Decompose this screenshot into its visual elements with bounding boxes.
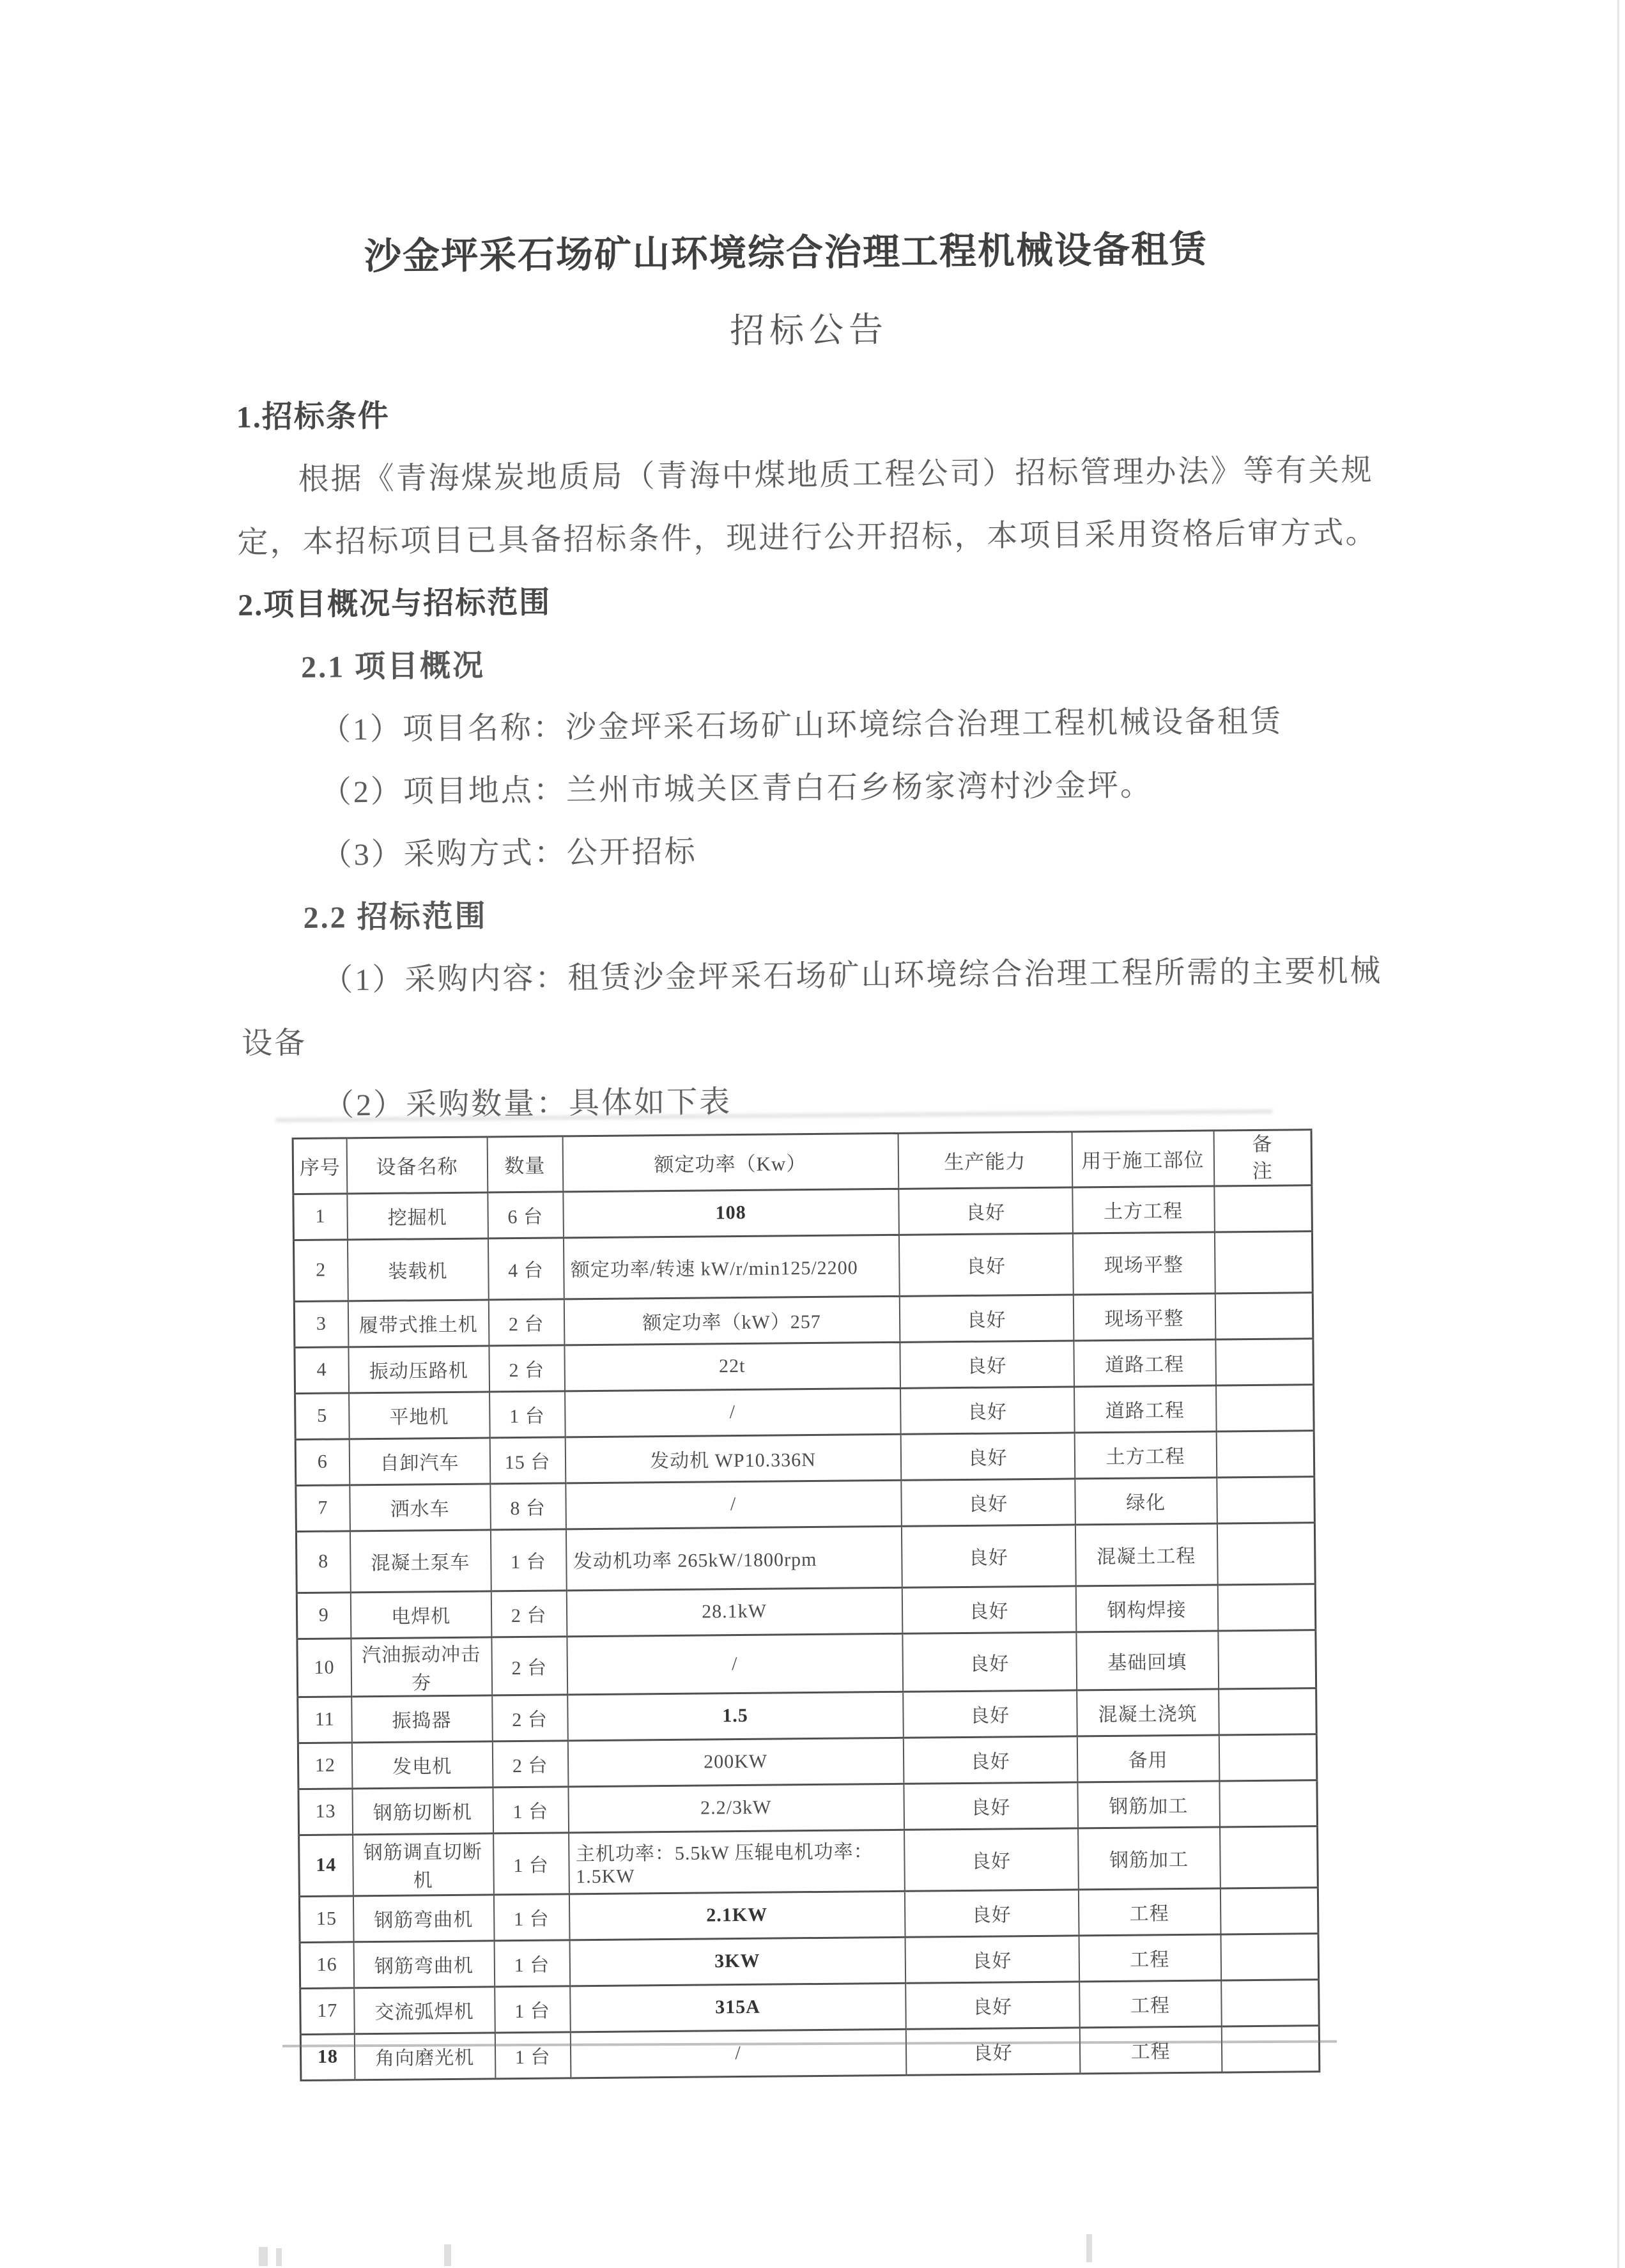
cell-part: 工程 <box>1079 2026 1222 2074</box>
cell-note <box>1216 1430 1314 1477</box>
section-2-2-heading: 2.2 招标范围 <box>303 899 488 935</box>
header-equipment-name: 设备名称 <box>346 1137 488 1194</box>
cell-part: 现场平整 <box>1072 1232 1215 1295</box>
cell-quantity: 2 台 <box>491 1591 567 1637</box>
cell-quantity: 2 台 <box>492 1695 568 1741</box>
section-1-paragraph-line-1: 根据《青海煤炭地质局（青海中煤地质工程公司）招标管理办法》等有关规 <box>298 452 1374 497</box>
cell-quantity: 2 台 <box>489 1345 565 1392</box>
cell-quantity: 15 台 <box>489 1437 566 1484</box>
cell-quantity: 1 台 <box>489 1391 566 1438</box>
cell-name: 履带式推土机 <box>348 1300 489 1347</box>
cell-note <box>1215 1292 1313 1339</box>
cell-capacity: 良好 <box>898 1187 1073 1235</box>
section-2-heading: 2.项目概况与招标范围 <box>238 585 551 622</box>
cell-part: 工程 <box>1079 1934 1221 1982</box>
cell-power: 发动机 WP10.336N <box>565 1434 901 1483</box>
item-project-location: （2）项目地点：兰州市城关区青白石乡杨家湾村沙金坪。 <box>320 768 1153 810</box>
cell-capacity: 良好 <box>900 1341 1074 1388</box>
header-capacity: 生产能力 <box>898 1132 1072 1189</box>
cell-part: 道路工程 <box>1074 1339 1216 1387</box>
cell-name: 振捣器 <box>351 1695 493 1743</box>
header-quantity: 数量 <box>487 1136 563 1192</box>
item-procurement-method: （3）采购方式：公开招标 <box>321 835 697 872</box>
cell-power: / <box>565 1388 901 1437</box>
cell-part: 混凝土浇筑 <box>1077 1689 1219 1736</box>
cell-power: 22t <box>564 1342 900 1391</box>
cell-quantity: 1 台 <box>493 1894 569 1941</box>
cell-serial: 15 <box>299 1896 353 1943</box>
equipment-table-body <box>293 1185 1320 2080</box>
cell-power: / <box>566 1480 902 1529</box>
cell-name: 混凝土泵车 <box>350 1530 491 1593</box>
cell-capacity: 良好 <box>904 1782 1078 1830</box>
document-body <box>236 373 1415 1134</box>
equipment-table-header <box>293 1130 1312 1194</box>
table-row <box>297 1630 1316 1697</box>
cell-name: 自卸汽车 <box>349 1438 490 1485</box>
cell-part: 土方工程 <box>1072 1186 1215 1233</box>
cell-name: 发电机 <box>351 1741 493 1789</box>
cell-name: 钢筋切断机 <box>352 1787 493 1835</box>
table-row <box>299 1887 1318 1942</box>
cell-name: 交流弧焊机 <box>354 1987 495 2034</box>
equipment-table <box>292 1129 1321 2081</box>
cell-serial: 18 <box>300 2034 355 2081</box>
cell-quantity: 2 台 <box>491 1637 567 1695</box>
cell-part: 钢筋加工 <box>1078 1827 1221 1890</box>
cell-name: 电焊机 <box>350 1591 491 1639</box>
section-2-1-heading: 2.1 项目概况 <box>300 648 486 684</box>
cell-quantity: 1 台 <box>495 1986 571 2033</box>
table-row <box>295 1430 1314 1485</box>
cell-note <box>1217 1476 1315 1523</box>
cell-capacity: 良好 <box>902 1632 1077 1692</box>
cell-power: / <box>570 2029 906 2078</box>
cell-power: 2.1KW <box>569 1891 905 1940</box>
cell-serial: 13 <box>298 1789 353 1835</box>
cell-power: 28.1kW <box>566 1587 902 1637</box>
cell-quantity: 1 台 <box>490 1529 566 1591</box>
cell-note <box>1214 1185 1313 1231</box>
cell-quantity: 1 台 <box>495 2032 571 2079</box>
cell-part: 工程 <box>1079 1980 1222 2028</box>
cell-part: 工程 <box>1078 1888 1221 1936</box>
cell-name: 平地机 <box>349 1392 490 1439</box>
cell-power: 额定功率（kW）257 <box>564 1296 900 1345</box>
cell-capacity: 良好 <box>905 1936 1079 1983</box>
table-row <box>300 1979 1320 2034</box>
item-project-name: （1）项目名称：沙金坪采石场矿山环境综合治理工程机械设备租赁 <box>320 704 1283 747</box>
cell-note <box>1216 1384 1314 1431</box>
cell-name: 钢筋弯曲机 <box>353 1895 494 1942</box>
cell-note <box>1220 1826 1318 1888</box>
table-row <box>300 1933 1319 1988</box>
cell-power: 200KW <box>567 1738 904 1787</box>
table-row <box>298 1780 1318 1835</box>
table-row <box>298 1688 1317 1743</box>
cell-capacity: 良好 <box>905 1982 1080 2029</box>
cell-quantity: 4 台 <box>488 1238 564 1300</box>
cell-name: 钢筋弯曲机 <box>353 1941 495 1988</box>
cell-note <box>1219 1688 1317 1734</box>
cell-serial: 5 <box>295 1393 350 1440</box>
table-row <box>295 1384 1314 1439</box>
cell-serial: 4 <box>295 1347 349 1394</box>
cell-note <box>1220 1887 1318 1934</box>
cell-note <box>1215 1338 1314 1385</box>
table-row <box>300 2025 1320 2080</box>
cell-part: 基础回填 <box>1076 1631 1219 1690</box>
cell-part: 钢筋加工 <box>1077 1781 1220 1828</box>
cell-quantity: 8 台 <box>490 1483 566 1530</box>
cell-capacity: 良好 <box>902 1586 1076 1633</box>
cell-note <box>1221 2025 1320 2072</box>
cell-quantity: 2 台 <box>488 1299 564 1346</box>
header-serial: 序号 <box>293 1138 347 1194</box>
cell-capacity: 良好 <box>901 1525 1075 1587</box>
item-procurement-quantity: （2）采购数量：具体如下表 <box>323 1084 732 1123</box>
cell-note <box>1217 1522 1315 1584</box>
header-note <box>1213 1130 1312 1186</box>
cell-power: / <box>567 1633 903 1695</box>
cell-quantity: 1 台 <box>493 1833 569 1895</box>
cell-serial: 7 <box>296 1485 350 1532</box>
item-procurement-content-line-2: 设备 <box>242 1026 307 1061</box>
cell-part: 钢构焊接 <box>1075 1585 1218 1632</box>
table-row <box>296 1522 1315 1593</box>
cell-name: 钢筋调直切断机 <box>353 1833 494 1896</box>
cell-serial: 12 <box>298 1743 352 1789</box>
cell-part: 道路工程 <box>1074 1385 1217 1433</box>
table-row <box>295 1338 1314 1393</box>
cell-quantity: 1 台 <box>493 1787 569 1833</box>
cell-power: 发动机功率 265kW/1800rpm <box>566 1526 902 1591</box>
cell-power: 108 <box>563 1189 899 1238</box>
cell-name: 角向磨光机 <box>354 2033 495 2080</box>
cell-power: 2.2/3kW <box>568 1784 904 1833</box>
cell-note <box>1214 1231 1313 1293</box>
table-row <box>293 1185 1313 1240</box>
cell-capacity: 良好 <box>898 1233 1073 1296</box>
table-row <box>293 1231 1313 1301</box>
cell-capacity: 良好 <box>900 1387 1075 1434</box>
table-row <box>297 1584 1316 1639</box>
document-title: 沙金坪采石场矿山环境综合治理工程机械设备租赁 <box>364 228 1208 278</box>
cell-part: 备用 <box>1077 1735 1219 1782</box>
cell-serial: 3 <box>294 1301 348 1348</box>
item-procurement-content-line-1: （1）采购内容：租赁沙金坪采石场矿山环境综合治理工程所需的主要机械 <box>322 953 1383 998</box>
cell-capacity: 良好 <box>899 1295 1074 1342</box>
cell-serial: 11 <box>298 1697 352 1743</box>
cell-serial: 1 <box>293 1194 348 1240</box>
table-header-row <box>293 1130 1312 1194</box>
cell-name: 汽油振动冲击夯 <box>351 1637 492 1697</box>
section-1-paragraph-line-2: 定，本招标项目已具备招标条件，现进行公开招标，本项目采用资格后审方式。 <box>237 515 1378 560</box>
table-row <box>299 1826 1318 1896</box>
cell-capacity: 良好 <box>904 1828 1079 1891</box>
cell-serial: 2 <box>293 1240 348 1302</box>
cell-part: 混凝土工程 <box>1075 1524 1217 1586</box>
cell-serial: 16 <box>300 1942 354 1989</box>
cell-quantity: 6 台 <box>488 1192 564 1238</box>
cell-part: 现场平整 <box>1073 1293 1215 1341</box>
cell-serial: 6 <box>295 1439 350 1486</box>
cell-name: 振动压路机 <box>348 1346 489 1393</box>
table-row <box>294 1292 1313 1347</box>
header-rated-power: 额定功率（Kw） <box>562 1133 898 1191</box>
table-row <box>298 1734 1317 1789</box>
cell-note <box>1221 1979 1320 2026</box>
cell-power: 额定功率/转速 kW/r/min125/2200 <box>563 1235 899 1299</box>
header-note-text: 备注 <box>1252 1132 1273 1182</box>
cell-note <box>1219 1780 1318 1826</box>
cell-note <box>1218 1630 1316 1688</box>
cell-quantity: 2 台 <box>492 1741 568 1787</box>
cell-serial: 8 <box>296 1531 350 1593</box>
header-construction-part: 用于施工部位 <box>1072 1130 1214 1187</box>
cell-part: 土方工程 <box>1074 1431 1217 1479</box>
cell-serial: 17 <box>300 1988 355 2035</box>
cell-capacity: 良好 <box>901 1479 1075 1526</box>
cell-capacity: 良好 <box>903 1690 1077 1738</box>
table-row <box>296 1476 1315 1531</box>
cell-capacity: 良好 <box>900 1433 1075 1480</box>
cell-capacity: 良好 <box>903 1736 1077 1784</box>
cell-serial: 10 <box>297 1639 351 1697</box>
cell-power: 1.5 <box>567 1692 904 1741</box>
section-1-heading: 1.招标条件 <box>236 399 390 435</box>
cell-capacity: 良好 <box>905 2028 1080 2075</box>
cell-power: 3KW <box>569 1937 905 1986</box>
cell-name: 洒水车 <box>350 1484 491 1531</box>
cell-name: 装载机 <box>347 1238 488 1301</box>
cell-serial: 9 <box>297 1593 351 1639</box>
cell-quantity: 1 台 <box>494 1940 570 1987</box>
document-subtitle: 招标公告 <box>729 310 889 350</box>
cell-note <box>1221 1933 1319 1980</box>
cell-note <box>1217 1584 1316 1630</box>
cell-power: 315A <box>570 1983 906 2032</box>
cell-note <box>1219 1734 1317 1780</box>
cell-part: 绿化 <box>1075 1477 1217 1525</box>
cell-serial: 14 <box>299 1835 353 1897</box>
cell-power: 主机功率：5.5kW 压辊电机功率：1.5KW <box>569 1830 905 1894</box>
cell-name: 挖掘机 <box>347 1192 488 1240</box>
cell-capacity: 良好 <box>904 1890 1079 1937</box>
